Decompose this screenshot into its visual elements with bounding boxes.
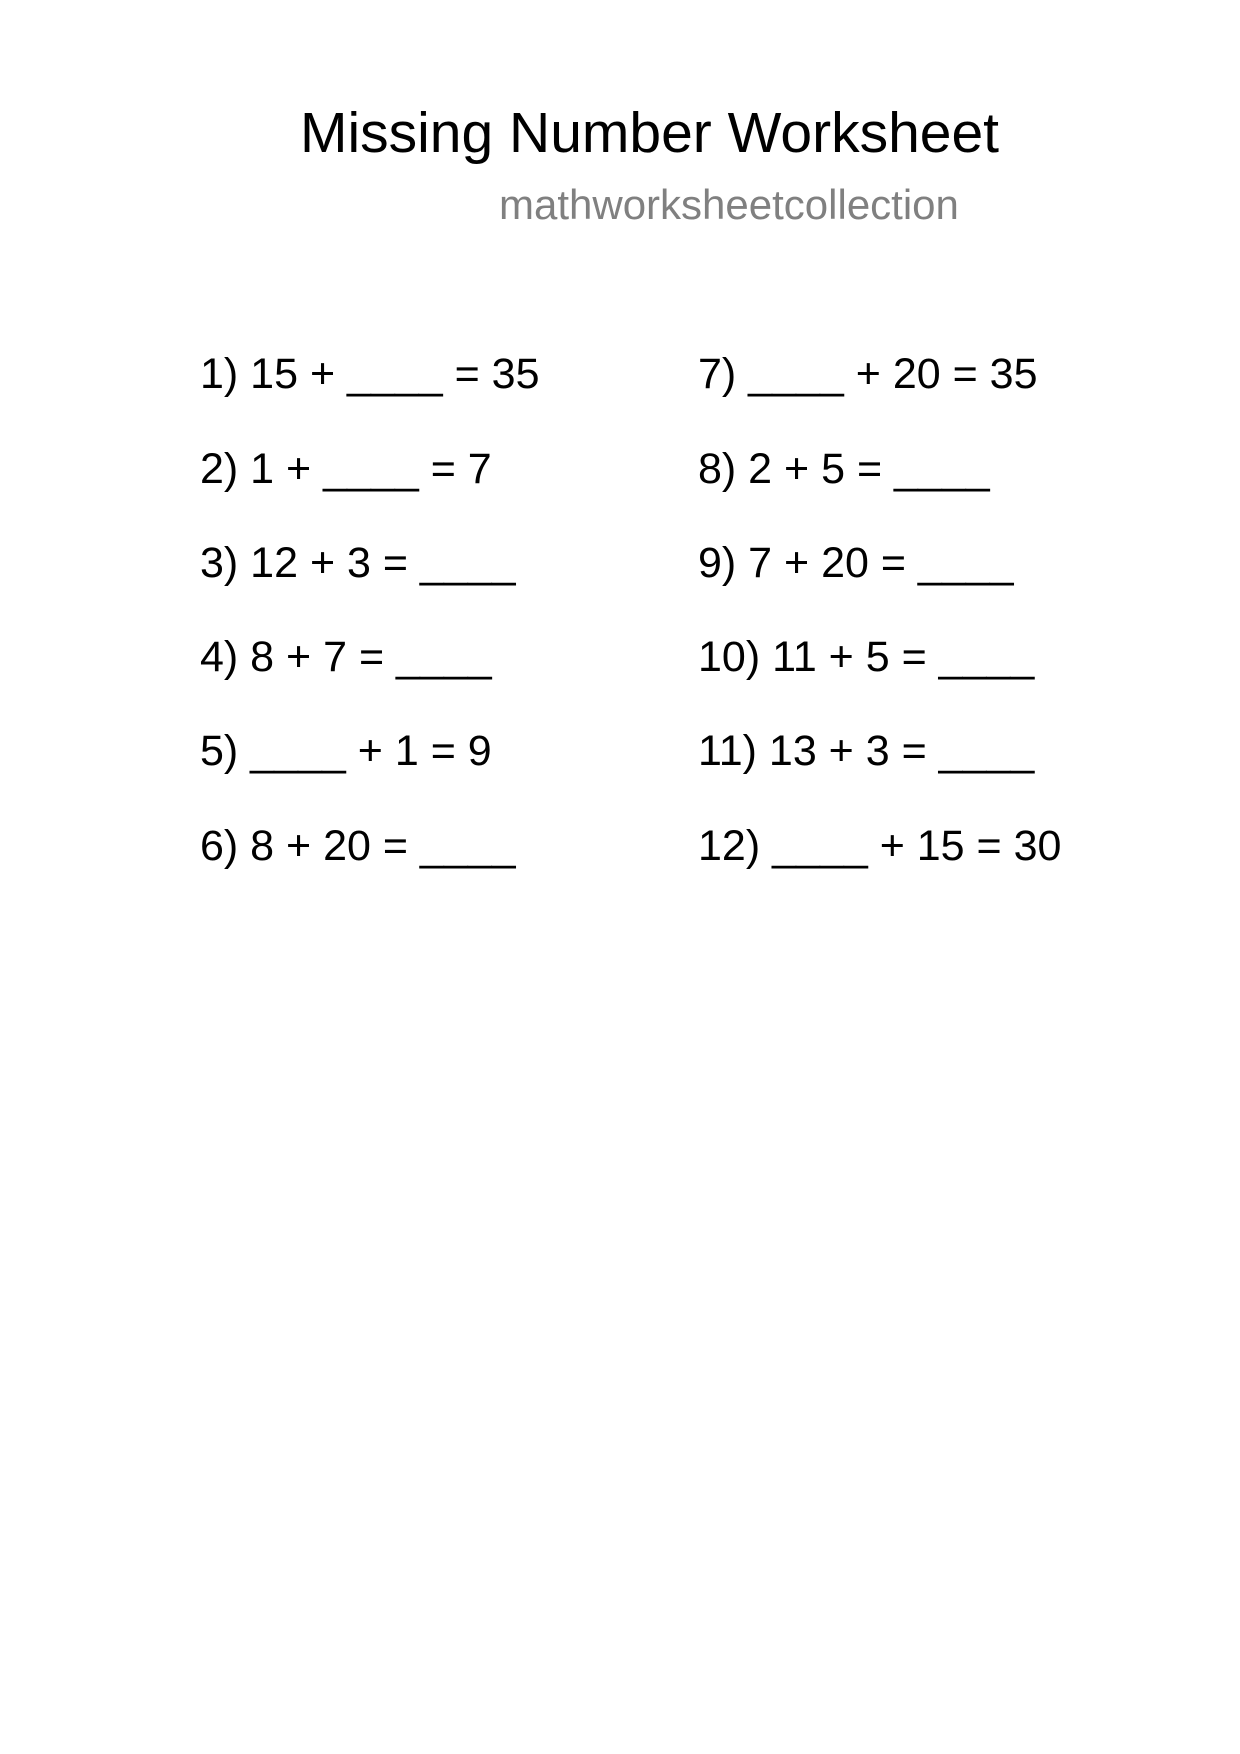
page-subtitle: mathworksheetcollection (499, 181, 959, 228)
problem-9: 9) 7 + 20 = ____ (698, 539, 1014, 587)
problem-3: 3) 12 + 3 = ____ (200, 539, 516, 587)
problem-4: 4) 8 + 7 = ____ (200, 633, 492, 681)
problem-7: 7) ____ + 20 = 35 (698, 350, 1038, 398)
problem-5: 5) ____ + 1 = 9 (200, 727, 492, 775)
problem-8: 8) 2 + 5 = ____ (698, 445, 990, 493)
page-title: Missing Number Worksheet (300, 101, 1000, 165)
problem-6: 6) 8 + 20 = ____ (200, 822, 516, 870)
problem-2: 2) 1 + ____ = 7 (200, 445, 492, 493)
problem-10: 10) 11 + 5 = ____ (698, 633, 1035, 681)
problem-12: 12) ____ + 15 = 30 (698, 822, 1062, 870)
problem-1: 1) 15 + ____ = 35 (200, 350, 540, 398)
problem-11: 11) 13 + 3 = ____ (698, 727, 1035, 775)
